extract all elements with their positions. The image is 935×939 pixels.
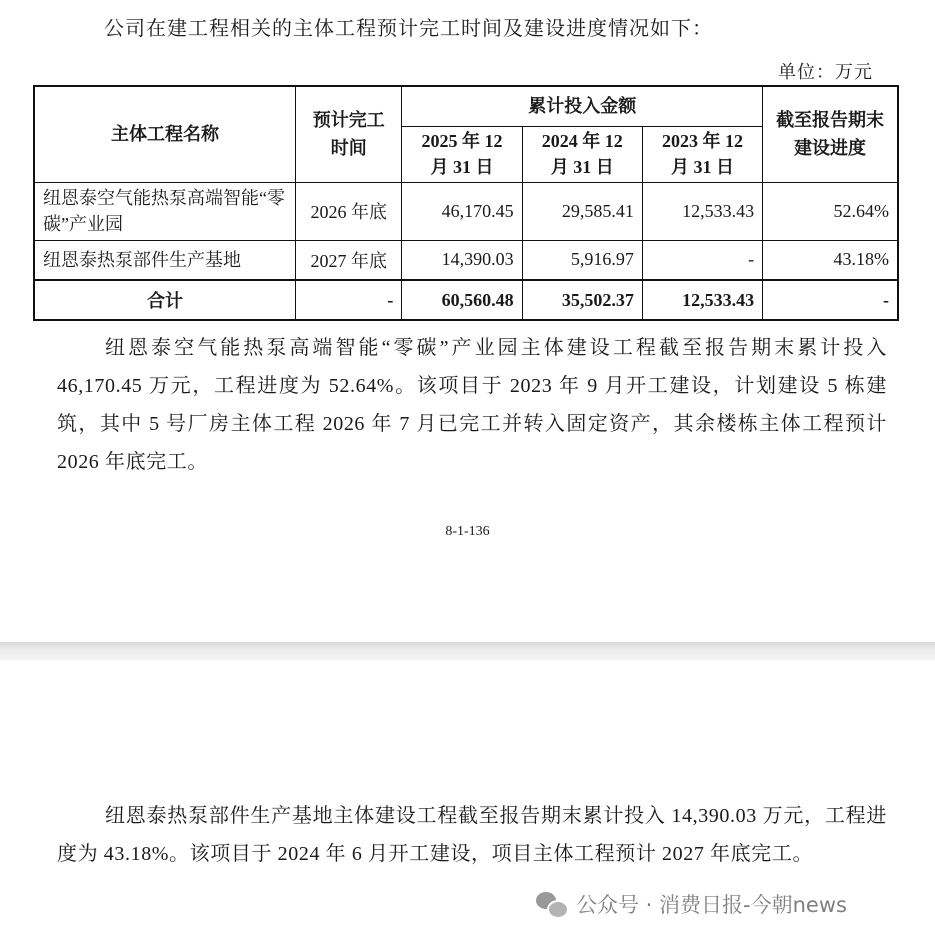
watermark bbox=[536, 884, 847, 924]
table-row bbox=[34, 182, 898, 240]
project-progress-table bbox=[33, 85, 899, 321]
header-completion-text: 预计完工时间 bbox=[312, 110, 385, 159]
total-2024-cell: 35,502.37 bbox=[522, 280, 642, 320]
amount-2023-cell: - bbox=[642, 240, 762, 280]
amount-2025-cell: 14,390.03 bbox=[402, 240, 522, 280]
total-2025-cell: 60,560.48 bbox=[402, 280, 522, 320]
table-row bbox=[34, 240, 898, 280]
total-progress-cell: - bbox=[763, 280, 898, 320]
amount-2024-cell: 29,585.41 bbox=[522, 182, 642, 240]
table-total-row bbox=[34, 280, 898, 320]
amount-2023-cell: 12,533.43 bbox=[642, 182, 762, 240]
header-completion-time bbox=[296, 86, 402, 182]
amount-2024-cell: 5,916.97 bbox=[522, 240, 642, 280]
project-name-cell: 纽恩泰热泵部件生产基地 bbox=[34, 240, 296, 280]
unit-label: 单位：万元 bbox=[778, 62, 873, 82]
progress-cell: 52.64% bbox=[763, 182, 898, 240]
amount-2025-cell: 46,170.45 bbox=[402, 182, 522, 240]
progress-cell: 43.18% bbox=[763, 240, 898, 280]
header-progress bbox=[763, 86, 898, 182]
total-2023-cell: 12,533.43 bbox=[642, 280, 762, 320]
header-year-2025: 2025 年 12 月 31 日 bbox=[402, 126, 522, 182]
completion-cell: 2026 年底 bbox=[296, 182, 402, 240]
header-investment-group: 累计投入金额 bbox=[402, 86, 763, 126]
page-separator bbox=[0, 642, 935, 660]
header-progress-text: 截至报告期末建设进度 bbox=[776, 110, 885, 159]
completion-cell: 2027 年底 bbox=[296, 240, 402, 280]
header-year-2024: 2024 年 12 月 31 日 bbox=[522, 126, 642, 182]
paragraph-parts-base: 纽恩泰热泵部件生产基地主体建设工程截至报告期末累计投入 14,390.03 万元，工程进度为 43.18%。该项目于 2024 年 6 月开工建设，项目主体工程预计 2027 年底完工。 bbox=[57, 805, 887, 865]
total-label-cell: 合计 bbox=[34, 280, 296, 320]
header-project-name: 主体工程名称 bbox=[34, 86, 296, 182]
watermark-text: 公众号 · 消费日报-今朝news bbox=[576, 893, 847, 917]
page-number: 8-1-136 bbox=[445, 524, 490, 539]
header-year-2023: 2023 年 12 月 31 日 bbox=[642, 126, 762, 182]
intro-text: 公司在建工程相关的主体工程预计完工时间及建设进度情况如下： bbox=[104, 18, 713, 40]
project-name-cell: 纽恩泰空气能热泵高端智能“零碳”产业园 bbox=[34, 182, 296, 240]
wechat-icon bbox=[536, 890, 566, 918]
paragraph-industrial-park: 纽恩泰空气能热泵高端智能“零碳”产业园主体建设工程截至报告期末累计投入 46,170.45 万元，工程进度为 52.64%。该项目于 2023 年 9 月开工建设，计划建设 5 栋建筑，其中 5 号厂房主体工程 2026 年 7 月已完工并转入固定资产，其余楼栋主体工程预计 2026 年底完工。 bbox=[57, 337, 887, 473]
total-completion-cell: - bbox=[296, 280, 402, 320]
